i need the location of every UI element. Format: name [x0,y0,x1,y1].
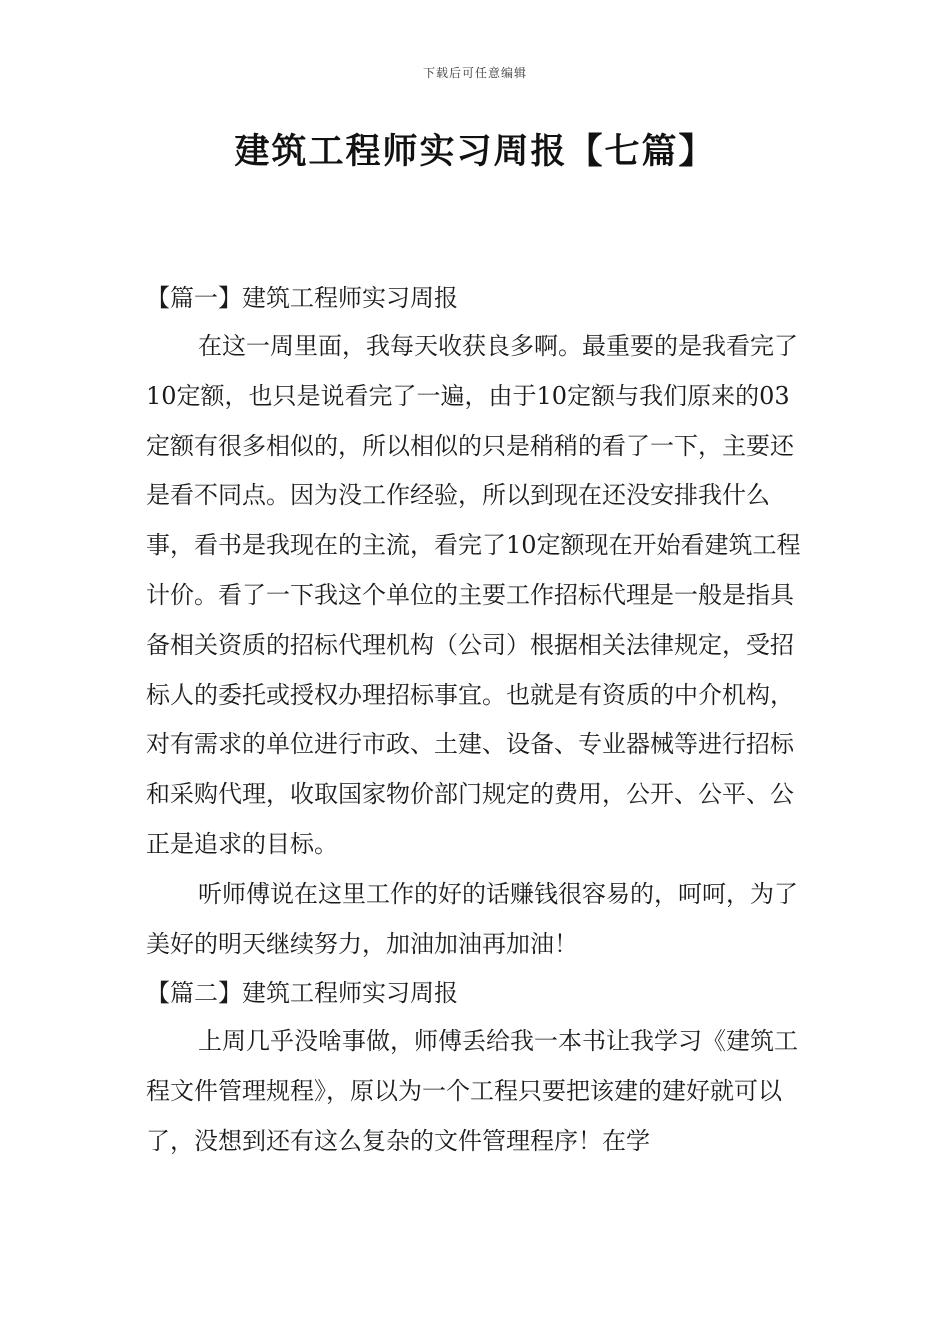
section-heading: 【篇二】建筑工程师实习周报 [146,979,458,1008]
paragraph: 上周几乎没啥事做，师傅丢给我一本书让我学习《建筑工程文件管理规程》，原以为一个工程只要把该建的建好就可以了，没想到还有这么复杂的文件管理程序！在学 [146,1027,798,1155]
paragraph: 听师傅说在这里工作的好的话赚钱很容易的，呵呵，为了美好的明天继续努力，加油加油再加油！ [146,879,798,958]
paragraph: 在这一周里面，我每天收获良多啊。最重要的是我看完了10定额，也只是说看完了一遍，由于10定额与我们原来的03定额有很多相似的，所以相似的只是稍稍的看了一下，主要还是看不同点。因为没工作经验，所以到现在还没安排我什么事，看书是我现在的主流，看完了10定额现在开始看建筑工程计价。看了一下我这个单位的主要工作招标代理是一般是指具备相关资质的招标代理机构（公司）根据相关法律规定，受招标人的委托或授权办理招标事宜。也就是有资质的中介机构，对有需求的单位进行市政、土建、设备、专业器械等进行招标和采购代理，收取国家物价部门规定的费用，公开、公平、公正是追求的目标。 [146,332,801,858]
document-body [146,274,810,1167]
section-heading: 【篇一】建筑工程师实习周报 [146,284,458,312]
header-note: 下载后可任意编辑 [422,66,527,80]
document-title: 建筑工程师实习周报【七篇】 [234,132,716,172]
section-1 [146,274,810,969]
section-2 [146,969,810,1166]
